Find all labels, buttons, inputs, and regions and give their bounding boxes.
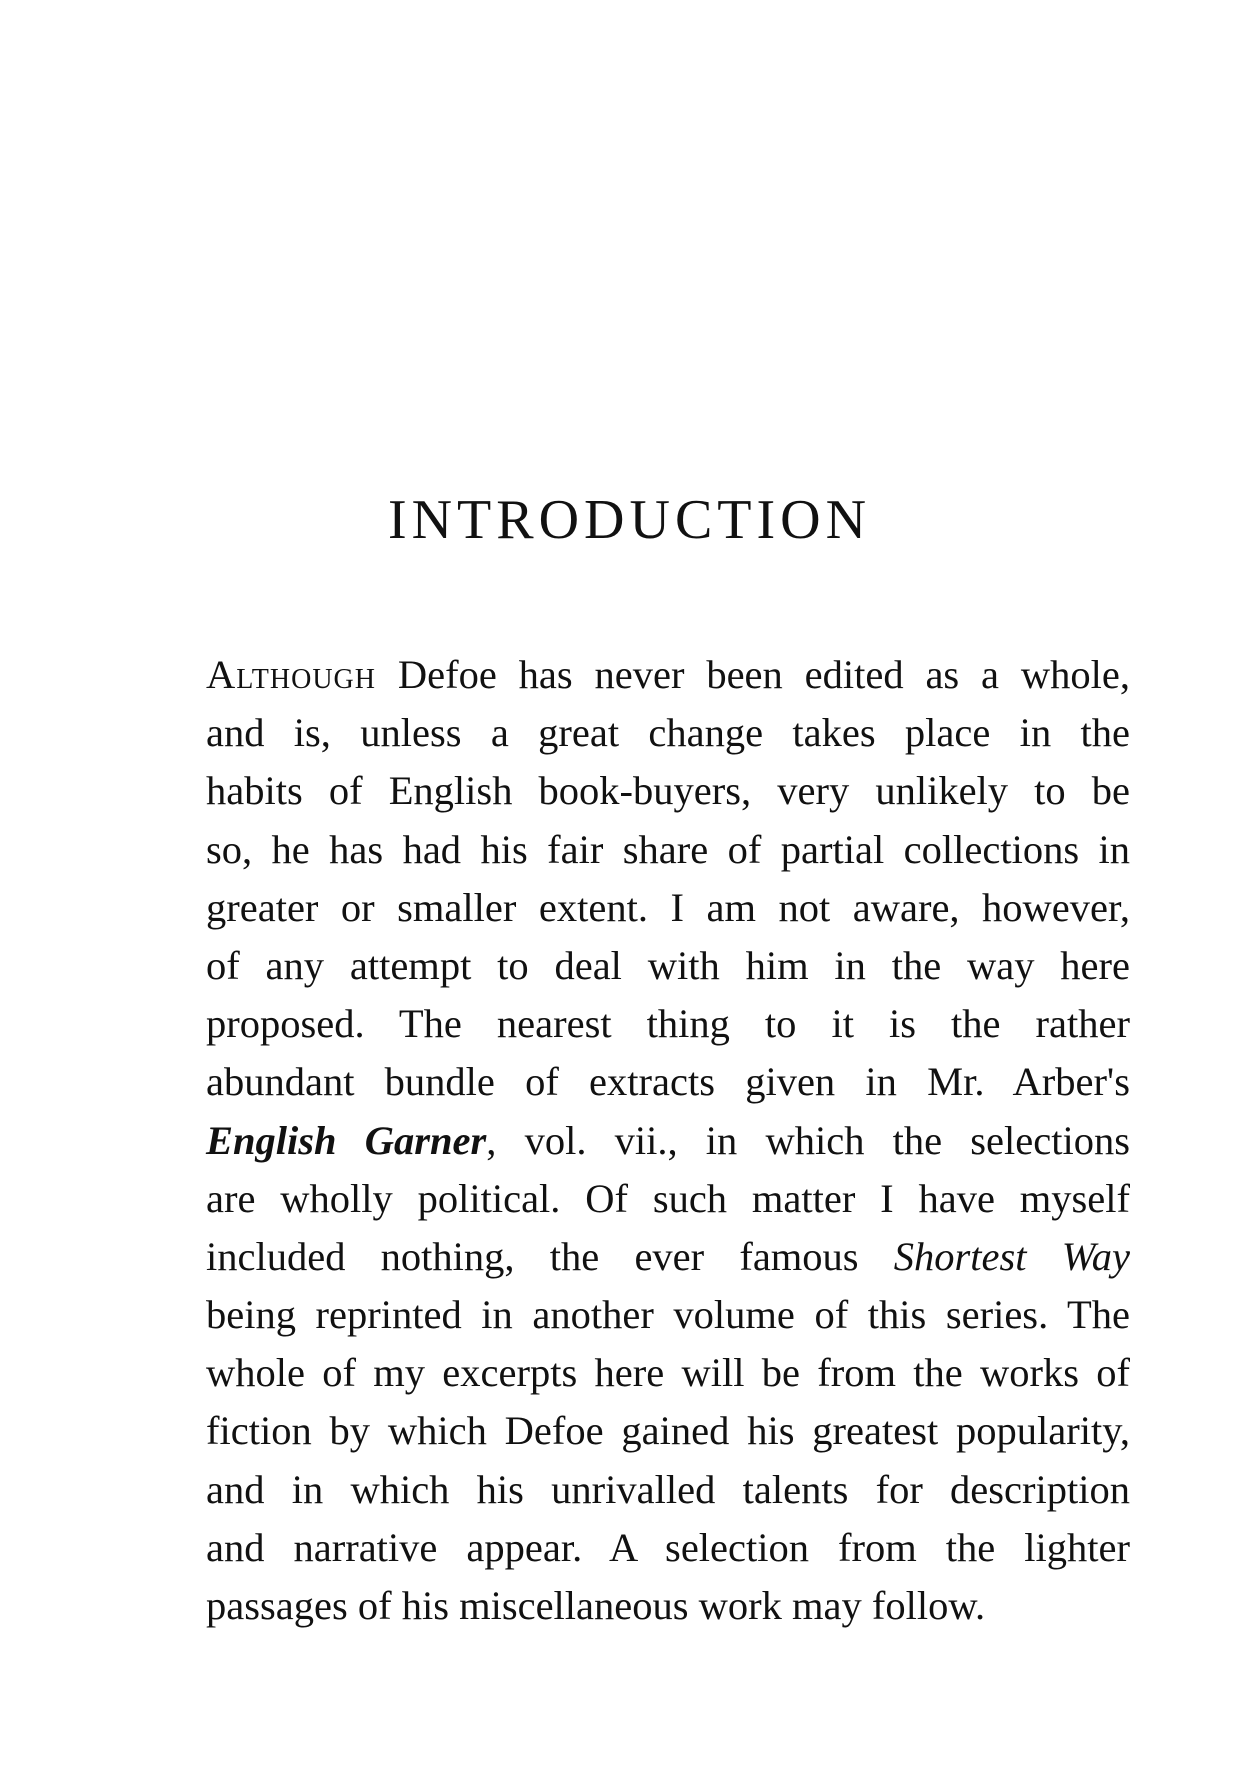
paragraph-line [206,1228,1130,1286]
chapter-heading: INTRODUCTION [387,489,872,551]
paragraph-line: and is, unless a great change takes place in the [206,710,1130,756]
paragraph-line: whole of my excerpts here will be from the works of [206,1350,1130,1396]
paragraph-line: so, he has had his fair share of partial collections in [206,826,1130,872]
introduction-paragraph [206,646,1130,1635]
paragraph-line: being reprinted in another volume of this series. The [206,1292,1130,1338]
paragraph-line [206,1112,1130,1170]
line-text: , vol. vii., in which the selections [486,1117,1130,1163]
paragraph-line: passages of his miscellaneous work may follow. [206,1583,986,1628]
paragraph-line: greater or smaller extent. I am not aware, however, [206,884,1130,930]
line-text: included nothing, the ever famous [206,1233,894,1279]
line-text: Defoe has never been edited as a whole, [376,652,1130,697]
opening-word: Although [206,652,376,697]
book-title: English Garner [206,1117,487,1163]
paragraph-line: proposed. The nearest thing to it is the rather [206,1001,1130,1047]
paragraph-line: and in which his unrivalled talents for description [206,1466,1130,1512]
paragraph-line: habits of English book-buyers, very unlikely to be [206,768,1130,814]
book-title: Shortest Way [893,1233,1131,1279]
paragraph-line [206,646,1130,704]
paragraph-line: and narrative appear. A selection from the lighter [206,1524,1130,1570]
paragraph-line: abundant bundle of extracts given in Mr. Arber's [206,1059,1130,1105]
paragraph-line: of any attempt to deal with him in the way here [206,942,1130,988]
paragraph-line: fiction by which Defoe gained his greatest popularity, [206,1408,1130,1454]
paragraph-line: are wholly political. Of such matter I have myself [206,1175,1130,1221]
